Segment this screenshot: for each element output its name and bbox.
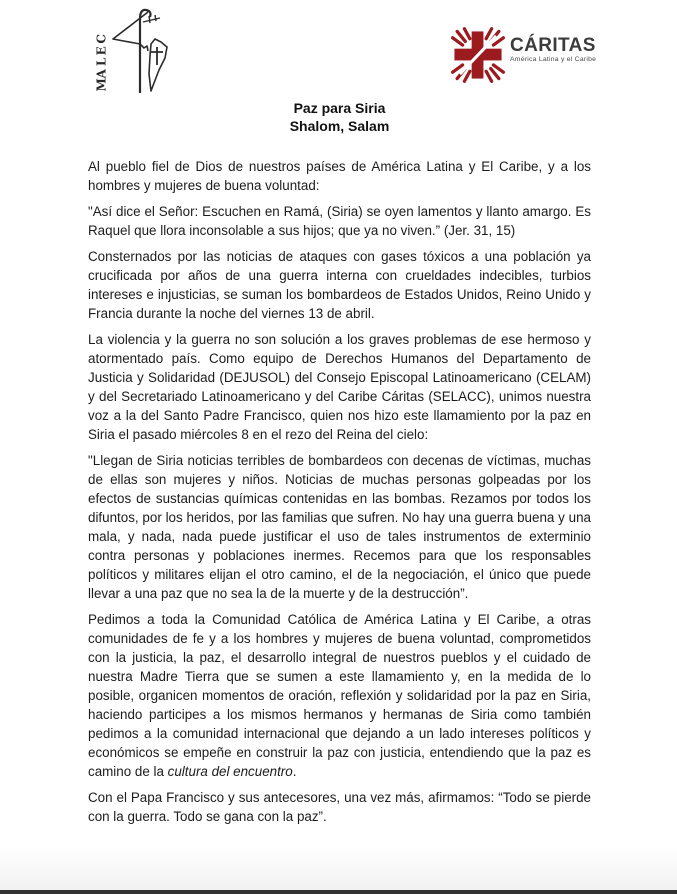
paragraph-pedimos-italic: cultura del encuentro: [163, 764, 293, 779]
caritas-subtitle: América Latina y el Caribe: [510, 56, 597, 63]
celam-letter: C: [94, 34, 109, 44]
page-title-line1: Paz para Siria: [293, 100, 386, 116]
celam-map-icon: [110, 6, 168, 94]
page-title: [88, 100, 591, 135]
paragraph-violencia: La violencia y la guerra no son solución a los graves problemas de ese hermoso y atormentado país. Como equipo de Derechos Humanos del Departamento de Justicia y Solidaridad (DEJUSOL) del Consejo Episcopal Latinoamericano (CELAM) y del Secretariado Latinoamericano y del Caribe Cáritas (SELACC), unimos nuestra voz a la del Santo Padre Francisco, quien nos hizo este llamamiento por la paz en Siria el pasado miércoles 8 en el rezo del Reina del cielo:: [88, 332, 591, 442]
caritas-wordmark: CÁRITAS: [510, 35, 596, 56]
celam-logo: [95, 6, 169, 94]
paragraph-pedimos-text: Pedimos a toda la Comunidad Católica de América Latina y El Caribe, a otras comunidades de fe y a los hombres y mujeres de buena voluntad, comprometidos con la justicia, la paz, el desarrollo integral de nuestros pueblos y el cuidado de nuestra Madre Tierra que se sumen a este llamamiento y, en la medida de lo posible, organicen momentos de oración, reflexión y solidaridad por la paz en Siria, haciendo participes a los mismos hermanos y hermanas de Siria como también pedimos a la comunidad internacional que dejando a un lado intereses políticos y económicos se empeñe en construir la paz con justicia, entendiendo que la paz es camino de la: [88, 612, 591, 779]
paragraph-pope-quote: "Llegan de Siria noticias terribles de bombardeos con decenas de víctimas, muchas de ellas son mujeres y niños. Noticias de muchas personas golpeadas por los efectos de sustancias químicas contenidas en las bombas. Rezamos por todos los difuntos, por los heridos, por las familias que sufren. No hay una guerra buena y una mala, y nada, nada puede justificar el uso de tales instrumentos de exterminio contra personas y poblaciones inermes. Recemos para que los responsables políticos y militares elijan el otro camino, el de la negociación, el único que puede llevar a una paz que no sea la de la muerte y de la destrucción”.: [88, 453, 591, 601]
letter-body: [88, 100, 591, 833]
paragraph-pedimos-suffix: .: [292, 764, 297, 779]
paragraph-pedimos: [88, 610, 591, 781]
celam-letter: A: [94, 68, 109, 79]
celam-letter: M: [94, 78, 109, 92]
bottom-bar: [0, 890, 677, 894]
caritas-logo-text: [510, 36, 596, 63]
paragraph-closing: Con el Papa Francisco y sus antecesores, una vez más, afirmamos: “Todo se pierde con la guerra. Todo se gana con la paz”.: [88, 790, 591, 824]
bottom-shadow: [0, 846, 677, 890]
caritas-logo: [449, 26, 596, 84]
celam-letter: E: [94, 45, 109, 55]
paragraph-scripture: "Así dice el Señor: Escuchen en Ramá, (Siria) se oyen lamentos y llanto amargo. Es Raquel que llora inconsolable a sus hijos; que ya no viven.” (Jer. 31, 15): [88, 204, 591, 238]
paragraph-salutation: Al pueblo fiel de Dios de nuestros países de América Latina y El Caribe, y a los hombres y mujeres de buena voluntad:: [88, 159, 591, 193]
celam-letter: L: [94, 57, 109, 67]
page-title-line2: Shalom, Salam: [289, 117, 390, 134]
paragraph-consternados: Consternados por las noticias de ataques con gases tóxicos a una población ya crucificada por años de una guerra interna con crueldades indecibles, turbios intereses e injusticias, se suman los bombardeos de Estados Unidos, Reino Unido y Francia durante la noche del viernes 13 de abril.: [88, 249, 591, 321]
caritas-cross-icon: [449, 26, 507, 84]
celam-letters: [95, 33, 110, 91]
